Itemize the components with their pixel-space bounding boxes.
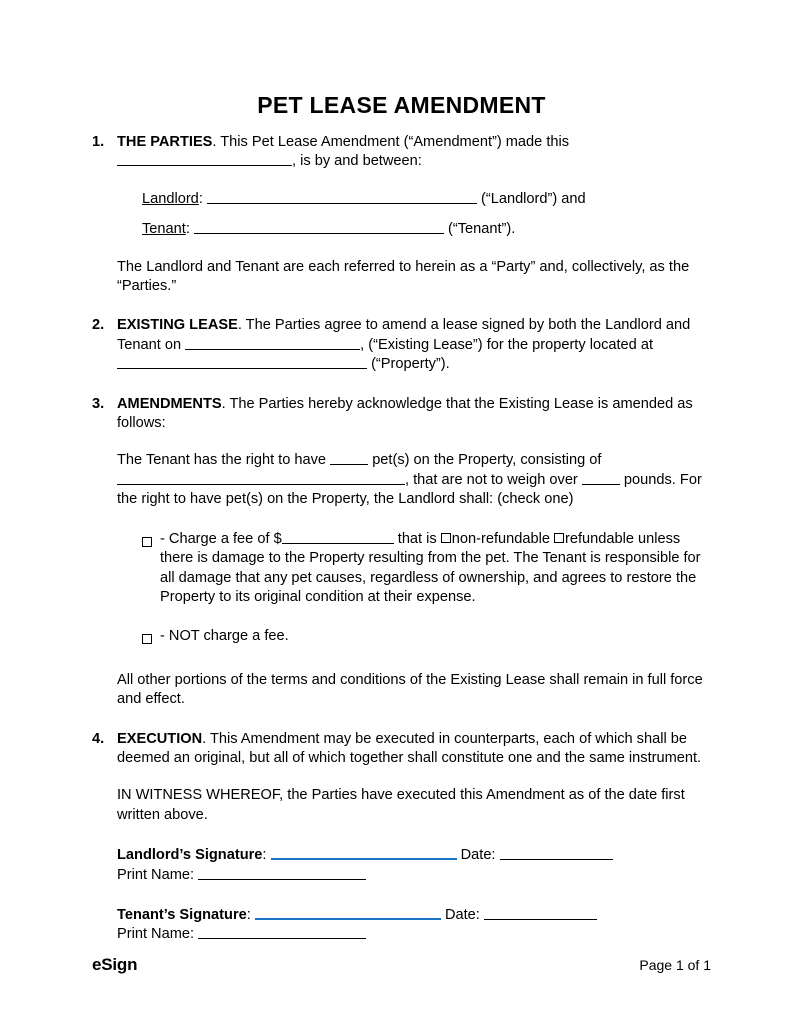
clause-number-4: 4.: [92, 730, 105, 747]
tenant-line: [142, 220, 714, 239]
clause-3-text: [117, 395, 714, 434]
pet-text-a: The Tenant has the right to have: [117, 452, 327, 469]
pet-count-blank[interactable]: [330, 451, 368, 465]
option-charge-fee-text: [160, 530, 714, 608]
tenant-date-label: Date:: [444, 906, 480, 923]
checkbox-refundable-icon[interactable]: [554, 533, 564, 543]
tenant-date-blank[interactable]: [484, 906, 597, 920]
clause-1-text-a: . This Pet Lease Amendment (“Amendment”) made this: [212, 134, 570, 150]
fee-amount-blank[interactable]: [282, 530, 394, 544]
option-charge-fee[interactable]: [142, 530, 714, 608]
checkbox-non-refundable-icon[interactable]: [441, 533, 451, 543]
tenant-name-blank[interactable]: [194, 220, 444, 234]
landlord-label: Landlord: [142, 190, 199, 207]
clause-number-1: 1.: [92, 134, 105, 150]
landlord-suffix: (“Landlord”) and: [481, 190, 586, 207]
clause-2-text: [117, 316, 714, 374]
clause-1-text: [117, 133, 714, 172]
pet-text-b: pet(s) on the Property, consisting of: [372, 452, 602, 469]
tenant-signature-row: [117, 905, 714, 925]
clause-4-text-a: . This Amendment may be executed in counterparts, each of which shall be deemed an original, but all of which together shall constitute one and the same instrument.: [117, 730, 702, 766]
option-not-charge-fee-text: - NOT charge a fee.: [160, 628, 289, 645]
clause-number-3: 3.: [92, 395, 105, 412]
landlord-print-name-label: Print Name:: [117, 866, 195, 883]
checkbox-not-charge-fee-icon[interactable]: [142, 634, 152, 644]
amendments-closing-text: All other portions of the terms and conditions of the Existing Lease shall remain in full force and effect.: [117, 671, 703, 708]
tenant-suffix: (“Tenant”).: [448, 221, 516, 238]
option-refundable-label: refundable unless there is damage to the Property resulting from the pet. The Tenant is responsible for all damage that any pet causes, regardless of ownership, and agrees to restore the Property to its original condition at their expense.: [160, 530, 701, 605]
landlord-signature-row: [117, 845, 714, 865]
landlord-name-blank[interactable]: [207, 190, 477, 204]
landlord-print-name-row: [117, 866, 714, 885]
landlord-date-blank[interactable]: [500, 846, 613, 860]
tenant-print-name-label: Print Name:: [117, 926, 195, 943]
option-fee-text-b: that is: [397, 530, 437, 547]
checkbox-charge-fee-icon[interactable]: [142, 537, 152, 547]
parties-definition: The Landlord and Tenant are each referred to herein as a “Party” and, collectively, as the “Parties.”: [117, 258, 690, 295]
clause-2-heading: EXISTING LEASE: [117, 317, 238, 334]
landlord-colon: :: [198, 190, 203, 207]
tenant-colon: :: [185, 221, 190, 238]
tenant-signature-field[interactable]: [255, 905, 441, 920]
clause-3-text-a: . The Parties hereby acknowledge that the Existing Lease is amended as follows:: [117, 395, 693, 432]
clause-amendments: [92, 395, 714, 510]
document-body: [92, 133, 714, 945]
clause-the-parties: [92, 133, 714, 296]
clause-4-text: [117, 730, 714, 769]
landlord-print-name-blank[interactable]: [198, 866, 366, 880]
option-non-refundable-label: non-refundable: [451, 530, 550, 547]
tenant-print-name-blank[interactable]: [198, 925, 366, 939]
signature-block: [117, 845, 714, 945]
landlord-signature-colon: :: [262, 847, 267, 864]
pet-terms-text: [117, 451, 714, 509]
clause-1-heading: THE PARTIES: [117, 134, 213, 150]
tenant-signature-label: Tenant’s Signature: [117, 906, 247, 923]
pet-description-blank[interactable]: [117, 471, 405, 485]
pet-text-d: pounds. For the right to have pet(s) on the Property, the Landlord shall: (check one): [117, 471, 702, 508]
option-fee-text-a: - Charge a fee of $: [160, 530, 282, 547]
property-address-blank[interactable]: [117, 355, 367, 369]
existing-lease-date-blank[interactable]: [185, 336, 360, 350]
date-made-blank[interactable]: [117, 152, 292, 166]
clause-2-text-c: (“Property”).: [371, 356, 450, 373]
esign-logo: eSign: [92, 955, 138, 974]
tenant-signature-colon: :: [246, 906, 251, 923]
pet-text-c: , that are not to weigh over: [405, 471, 578, 488]
clause-2-text-a: . The Parties agree to amend a lease signed by both the Landlord and Tenant on: [117, 317, 691, 353]
witness-text: IN WITNESS WHEREOF, the Parties have executed this Amendment as of the date first written above.: [117, 787, 685, 823]
clause-number-2: 2.: [92, 317, 105, 334]
page-number: Page 1 of 1: [639, 957, 711, 973]
clause-4-heading: EXECUTION: [117, 730, 203, 747]
clause-1-text-b: , is by and between:: [292, 153, 422, 170]
landlord-signature-field[interactable]: [271, 845, 457, 860]
page-footer: [92, 955, 711, 975]
clause-2-text-b: , (“Existing Lease”) for the property located at: [360, 336, 653, 353]
clause-execution: [92, 730, 714, 826]
clause-existing-lease: [92, 316, 714, 374]
landlord-date-label: Date:: [460, 847, 496, 864]
page-title: PET LEASE AMENDMENT: [257, 92, 546, 118]
tenant-label: Tenant: [142, 221, 186, 238]
tenant-print-name-row: [117, 925, 714, 944]
landlord-signature-label: Landlord’s Signature: [117, 847, 263, 864]
clause-3-heading: AMENDMENTS: [117, 395, 222, 412]
option-not-charge-fee[interactable]: [142, 627, 714, 650]
pet-weight-blank[interactable]: [582, 471, 620, 485]
landlord-line: [142, 190, 714, 209]
